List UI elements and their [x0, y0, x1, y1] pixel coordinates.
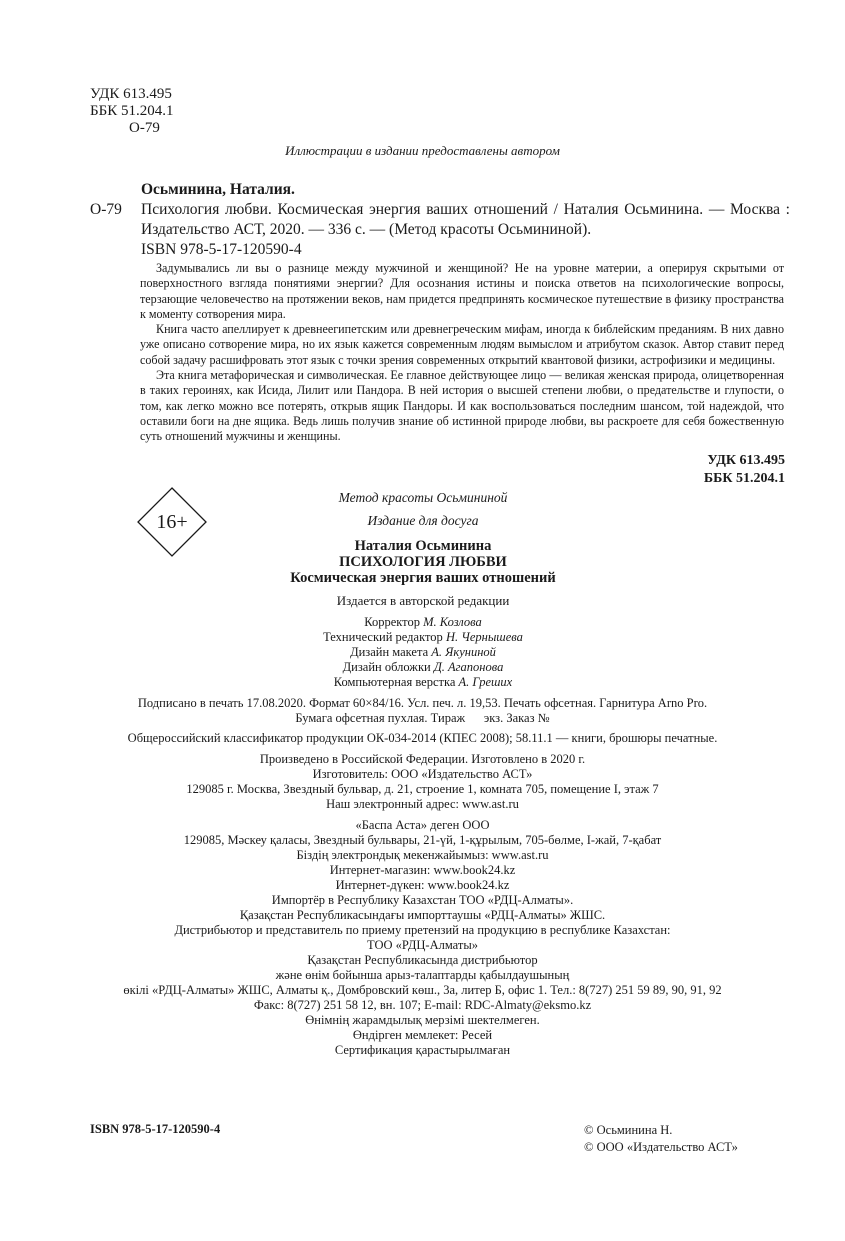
series-name: Метод красоты Осьмининой [338, 490, 508, 505]
kazakh-line: Қазақстан Республикасындағы импорттаушы «РДЦ-Алматы» ЖШС. [239, 908, 606, 922]
age-rating-label: 16+ [156, 511, 188, 533]
publisher-line: Изготовитель: ООО «Издательство АСТ» [312, 767, 533, 781]
kazakh-line: Өнімнің жарамдылық мерзімі шектелмеген. [305, 1013, 540, 1027]
copyright-line: © Осьминина Н. [584, 1123, 673, 1137]
series-type: Издание для досуга [367, 513, 479, 528]
classification-right [600, 452, 785, 488]
kazakh-line: «Баспа Аста» деген ООО [355, 818, 490, 832]
bib-main [90, 200, 790, 240]
kazakh-line: 129085, Мәскеу қаласы, Звездный бульвары, 21-үй, 1-құрылым, 705-бөлме, I-жай, 7-қабат [183, 833, 662, 847]
kazakh-line: Дистрибьютор и представитель по приему претензий на продукцию в республике Казахстан: [174, 923, 671, 937]
illustrations-note: Иллюстрации в издании предоставлены автором [285, 143, 560, 158]
annotation-paragraph: Книга часто апеллирует к древнеегипетским или древнегреческим мифам, иногда к библейским преданиям. В них давно уже описано сотворение мира, но их язык кажется современным людям вымыслом и атрибутом сказок. Автор ставит перед собой задачу расшифровать этот язык с точки зрения современных открытий квантовой физики, астрофизики и медицины. [140, 322, 784, 367]
author-code: О-79 [129, 120, 160, 136]
kazakh-line: Сертификация қарастырылмаған [334, 1043, 511, 1057]
kazakh-line: Өндірген мемлекет: Ресей [352, 1028, 493, 1042]
bib-code: О-79 [90, 201, 122, 218]
bbk-code-right: ББК 51.204.1 [703, 471, 785, 486]
credits-list [100, 615, 746, 690]
bibliographic-record [90, 180, 790, 260]
copyright-line: © ООО «Издательство АСТ» [584, 1140, 738, 1154]
annotation [140, 261, 784, 445]
publisher-line: Наш электронный адрес: www.ast.ru [326, 797, 519, 811]
classifier-line: Общероссийский классификатор продукции ОК-034-2014 (КПЕС 2008); 58.11.1 — книги, брошюры печатные. [127, 731, 718, 745]
edition-note: Издается в авторской редакции [336, 593, 510, 608]
imprint-block [100, 486, 746, 690]
kazakh-line: Импортёр в Республику Казахстан ТОО «РДЦ-Алматы». [271, 893, 574, 907]
kazakh-line: өкілі «РДЦ-Алматы» ЖШС, Алматы қ., Домбровский көш., 3а, литер Б, офис 1. Тел.: 8(727) 251 59 89, 90, 91, 92 [123, 983, 722, 997]
publisher-info [0, 742, 845, 1058]
kazakh-line: Қазақстан Республикасында дистрибьютор [307, 953, 538, 967]
book-subtitle: Космическая энергия ваших отношений [290, 570, 556, 586]
credit-line: Компьютерная верстка А. Греших [333, 675, 513, 689]
print-line: Бумага офсетная пухлая. Тираж экз. Заказ № [295, 711, 550, 725]
credit-line: Дизайн макета А. Якуниной [350, 645, 496, 659]
print-info [0, 696, 845, 746]
credit-line: Корректор М. Козлова [364, 615, 482, 629]
bib-author-heading: Осьминина, Наталия. [141, 181, 295, 198]
bib-description: Психология любви. Космическая энергия ваших отношений / Наталия Осьминина. — Москва : Издательство АСТ, 2020. — 336 с. — (Метод красоты Осьмининой). [141, 201, 790, 238]
kazakh-line: Интернет-магазин: www.book24.kz [329, 863, 516, 877]
udk-code-right: УДК 613.495 [707, 453, 785, 468]
print-line: Подписано в печать 17.08.2020. Формат 60×84/16. Усл. печ. л. 19,53. Печать офсетная. Гарнитура Arno Pro. [137, 696, 708, 710]
kazakh-line: Факс: 8(727) 251 58 12, вн. 107; E-mail: RDC-Almaty@eksmo.kz [253, 998, 592, 1012]
bbk-code: ББК 51.204.1 [90, 103, 174, 119]
bib-isbn: ISBN 978-5-17-120590-4 [141, 241, 302, 258]
publisher-line: 129085 г. Москва, Звездный бульвар, д. 21, строение 1, комната 705, помещение I, этаж 7 [186, 782, 659, 796]
copyright-block [584, 1122, 738, 1156]
book-title: ПСИХОЛОГИЯ ЛЮБВИ [339, 554, 507, 570]
annotation-paragraph: Эта книга метафорическая и символическая. Ее главное действующее лицо — великая женская природа, олицетворенная в таких героинях, как Исида, Лилит или Пандора. В ней история о высшей степени любви, о предательстве и глупости, о том, как легко можно все потерять, открыв ящик Пандоры. И как воспользоваться последним шансом, той надеждой, что оставили боги на дне ящика. Ведь лишь получив знание об истинной природе любви, вы раскроете для себя божественную суть отношений мужчины и женщины. [140, 368, 784, 444]
kazakh-line: және өнім бойынша арыз-талаптарды қабылдаушының [275, 968, 570, 982]
isbn-footer: ISBN 978-5-17-120590-4 [90, 1122, 221, 1136]
classification-block [90, 86, 173, 137]
annotation-paragraph: Задумывались ли вы о разнице между мужчиной и женщиной? Не на уровне материи, а оперируя скрытыми от поверхностного взгляда понятиями энергии? Для осознания истины и поиска ответов на психологические вопросы, терзающие человечество на протяжении веков, нам придется предпринять космическое путешествие в физику пространства к моменту сотворения мира. [140, 261, 784, 321]
kazakh-line: ТОО «РДЦ-Алматы» [366, 938, 479, 952]
credit-line: Дизайн обложки Д. Агапонова [342, 660, 504, 674]
publisher-line: Произведено в Российской Федерации. Изготовлено в 2020 г. [259, 752, 586, 766]
udk-code: УДК 613.495 [90, 86, 172, 102]
kazakh-line: Біздің электрондық мекенжайымыз: www.ast.ru [296, 848, 549, 862]
credit-line: Технический редактор Н. Чернышева [323, 630, 523, 644]
book-author: Наталия Осьминина [354, 538, 492, 554]
kazakh-line: Интернет-дүкен: www.book24.kz [335, 878, 510, 892]
